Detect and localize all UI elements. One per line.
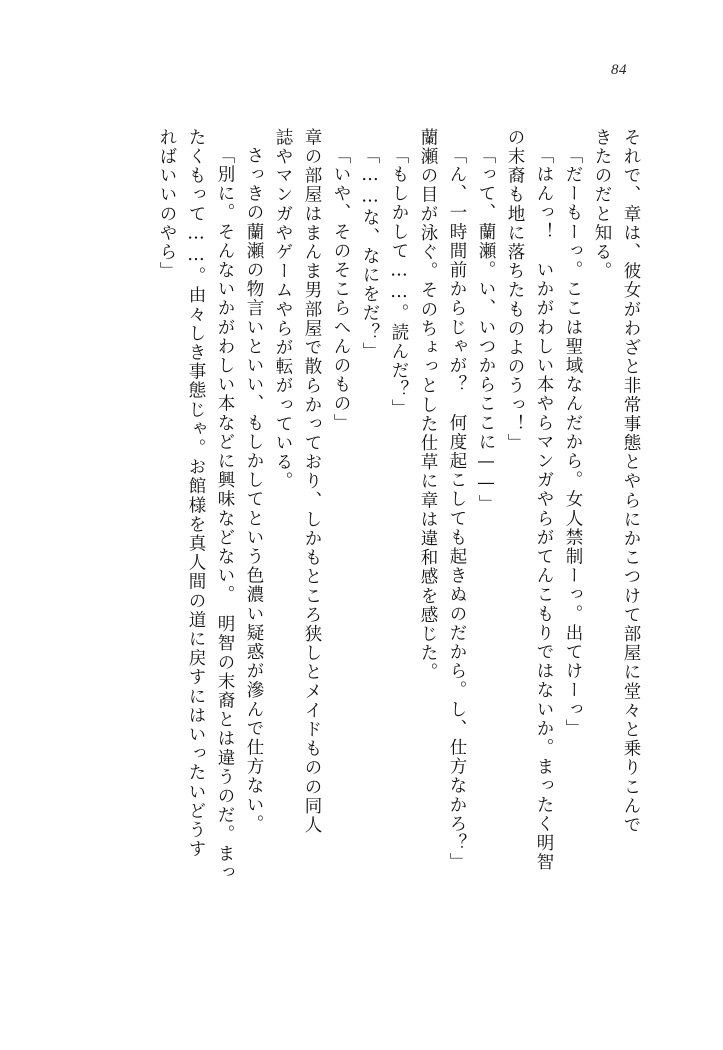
text-line: 「……な、なにをだ？」 <box>360 146 380 362</box>
text-line: 誌やマンガやゲームやらが転がっている。 <box>273 128 293 491</box>
text-line: 「いや、そのそこらへんのもの」 <box>331 146 351 433</box>
text-line: 「もしかして……。読んだ？」 <box>389 146 409 419</box>
text-line: きたのだと知る。 <box>592 128 612 281</box>
text-line: たくもって……。由々しき事態じゃ。お館様を真人間の道に戻すにはいったいどうす <box>186 128 206 859</box>
text-line: 「別に。そんないかがわしい本などに興味などない。 明智の末裔とは違うのだ。まっ <box>215 146 235 883</box>
text-line: さっきの蘭瀬の物言いといい、もしかしてという色濃い疑惑が滲んで仕方ない。 <box>244 146 264 834</box>
page-number: 84 <box>611 62 627 78</box>
text-line: それで、章は、彼女がわざと非常事態とやらにかこつけて部屋に堂々と乗りこんで <box>621 128 641 835</box>
vertical-text-body <box>84 128 639 986</box>
text-line: 「だーもーっ。ここは聖域なんだから。女人禁制ーっ。出てけーっ」 <box>563 146 583 739</box>
text-line: の末裔も地に落ちたものよのうっ！」 <box>505 128 525 453</box>
text-line: 「ん、一時間前からじゃが？ 何度起こしても起きぬのだから。し、仕方なかろ？」 <box>447 146 467 872</box>
text-line: 章の部屋はまんま男部屋で散らかっており、しかもところ狭しとメイドものの同人 <box>302 128 322 835</box>
text-line: 「って、蘭瀬。い、いつからここに——」 <box>476 146 496 514</box>
text-line: 「はんっ！ いかがわしい本やらマンガやらがてんこもりではないか。まったく明智 <box>534 146 554 872</box>
text-line: ればいいのやら」 <box>157 128 177 281</box>
text-line: 蘭瀬の目が泳ぐ。そのちょっとした仕草に章は違和感を感じた。 <box>418 128 438 682</box>
